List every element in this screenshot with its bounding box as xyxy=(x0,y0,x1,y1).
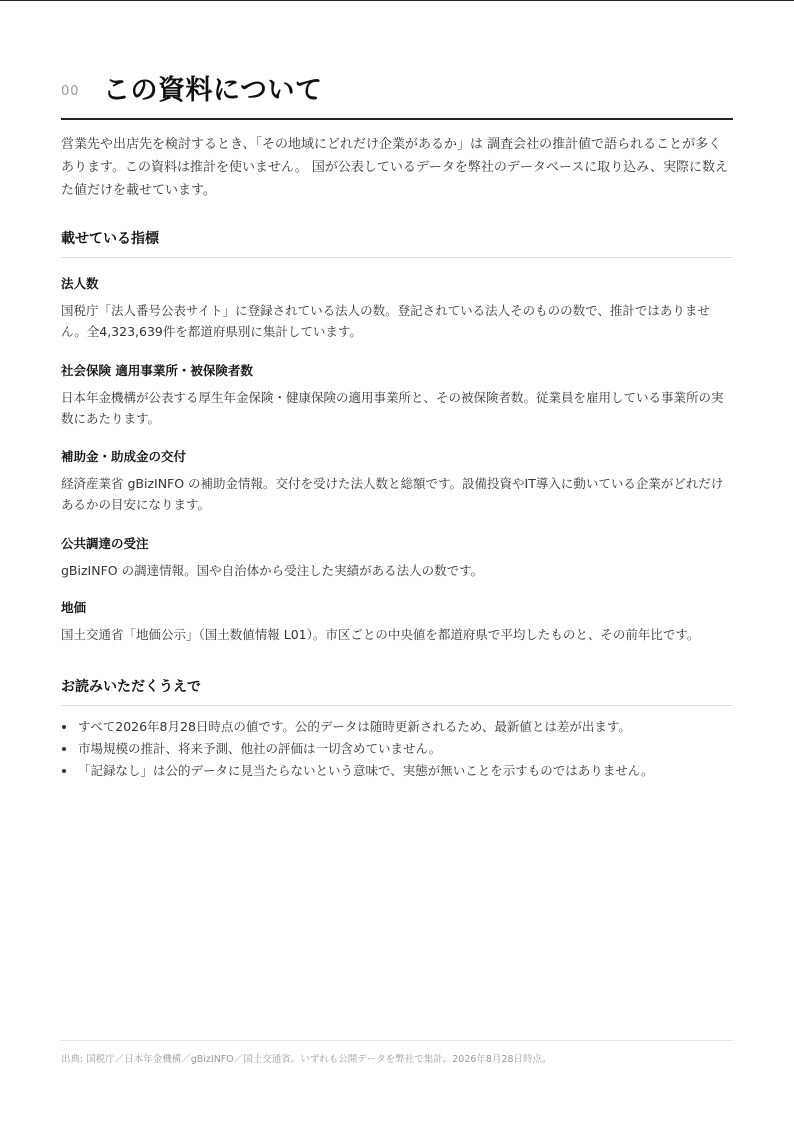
metric-description: 経済産業省 gBizINFO の補助金情報。交付を受けた法人数と総額です。設備投資やIT導入に動いている企業がどれだけあるかの目安になります。 xyxy=(61,476,724,512)
metrics-section-heading: 載せている指標 xyxy=(61,228,733,258)
bullet-icon xyxy=(62,725,66,729)
top-border-rule xyxy=(0,0,794,1)
metric-description: gBizINFO の調達情報。国や自治体から受注した実績がある法人の数です。 xyxy=(61,563,484,578)
metric-title: 補助金・助成金の交付 xyxy=(61,449,187,464)
metric-description: 国税庁「法人番号公表サイト」に登録されている法人の数。登記されている法人そのものの数で、推計ではありません。全4,323,639件を都道府県別に集計しています。 xyxy=(61,303,710,339)
metric-social-insurance xyxy=(61,361,733,429)
intro-paragraph: 営業先や出店先を検討するとき、「その地域にどれだけ企業があるか」は 調査会社の推計値で語られることが多くあります。この資料は推計を使いません。 国が公表しているデータを弊社のデータベースに取り込み、実際に数えた値だけを載せています。 xyxy=(61,137,729,198)
footer-source-note: 出典: 国税庁／日本年金機構／gBizINFO／国土交通省。いずれも公開データを弊社で集計。2026年8月28日時点。 xyxy=(61,1040,733,1065)
bullet-icon xyxy=(62,747,66,751)
notes-section-heading: お読みいただくうえで xyxy=(61,676,733,706)
metric-title: 法人数 xyxy=(61,276,99,291)
note-text: 市場規模の推計、将来予測、他社の評価は一切含めていません。 xyxy=(78,741,442,756)
list-item xyxy=(61,760,733,782)
metric-corporations xyxy=(61,274,733,342)
metric-subsidies xyxy=(61,447,733,515)
metric-public-procurement xyxy=(61,534,733,581)
metric-description: 日本年金機構が公表する厚生年金保険・健康保険の適用事業所と、その被保険者数。従業員を雇用している事業所の実数にあたります。 xyxy=(61,390,724,426)
bullet-icon xyxy=(62,769,66,773)
metric-title: 公共調達の受注 xyxy=(61,536,149,551)
list-item xyxy=(61,716,733,738)
metric-land-price xyxy=(61,598,733,645)
page-header xyxy=(61,66,733,120)
notes-list xyxy=(61,716,733,782)
page-title: この資料について xyxy=(103,75,323,106)
list-item xyxy=(61,738,733,760)
metric-title: 社会保険 適用事業所・被保険者数 xyxy=(61,363,253,378)
metric-title: 地価 xyxy=(61,600,87,615)
metric-description: 国土交通省「地価公示」（国土数値情報 L01）。市区ごとの中央値を都道府県で平均したものと、その前年比です。 xyxy=(61,627,700,642)
note-text: すべて2026年8月28日時点の値です。公的データは随時更新されるため、最新値とは差が出ます。 xyxy=(78,719,631,734)
section-number: 00 xyxy=(61,84,80,99)
note-text: 「記録なし」は公的データに見当たらないという意味で、実態が無いことを示すものではありません。 xyxy=(78,763,654,778)
